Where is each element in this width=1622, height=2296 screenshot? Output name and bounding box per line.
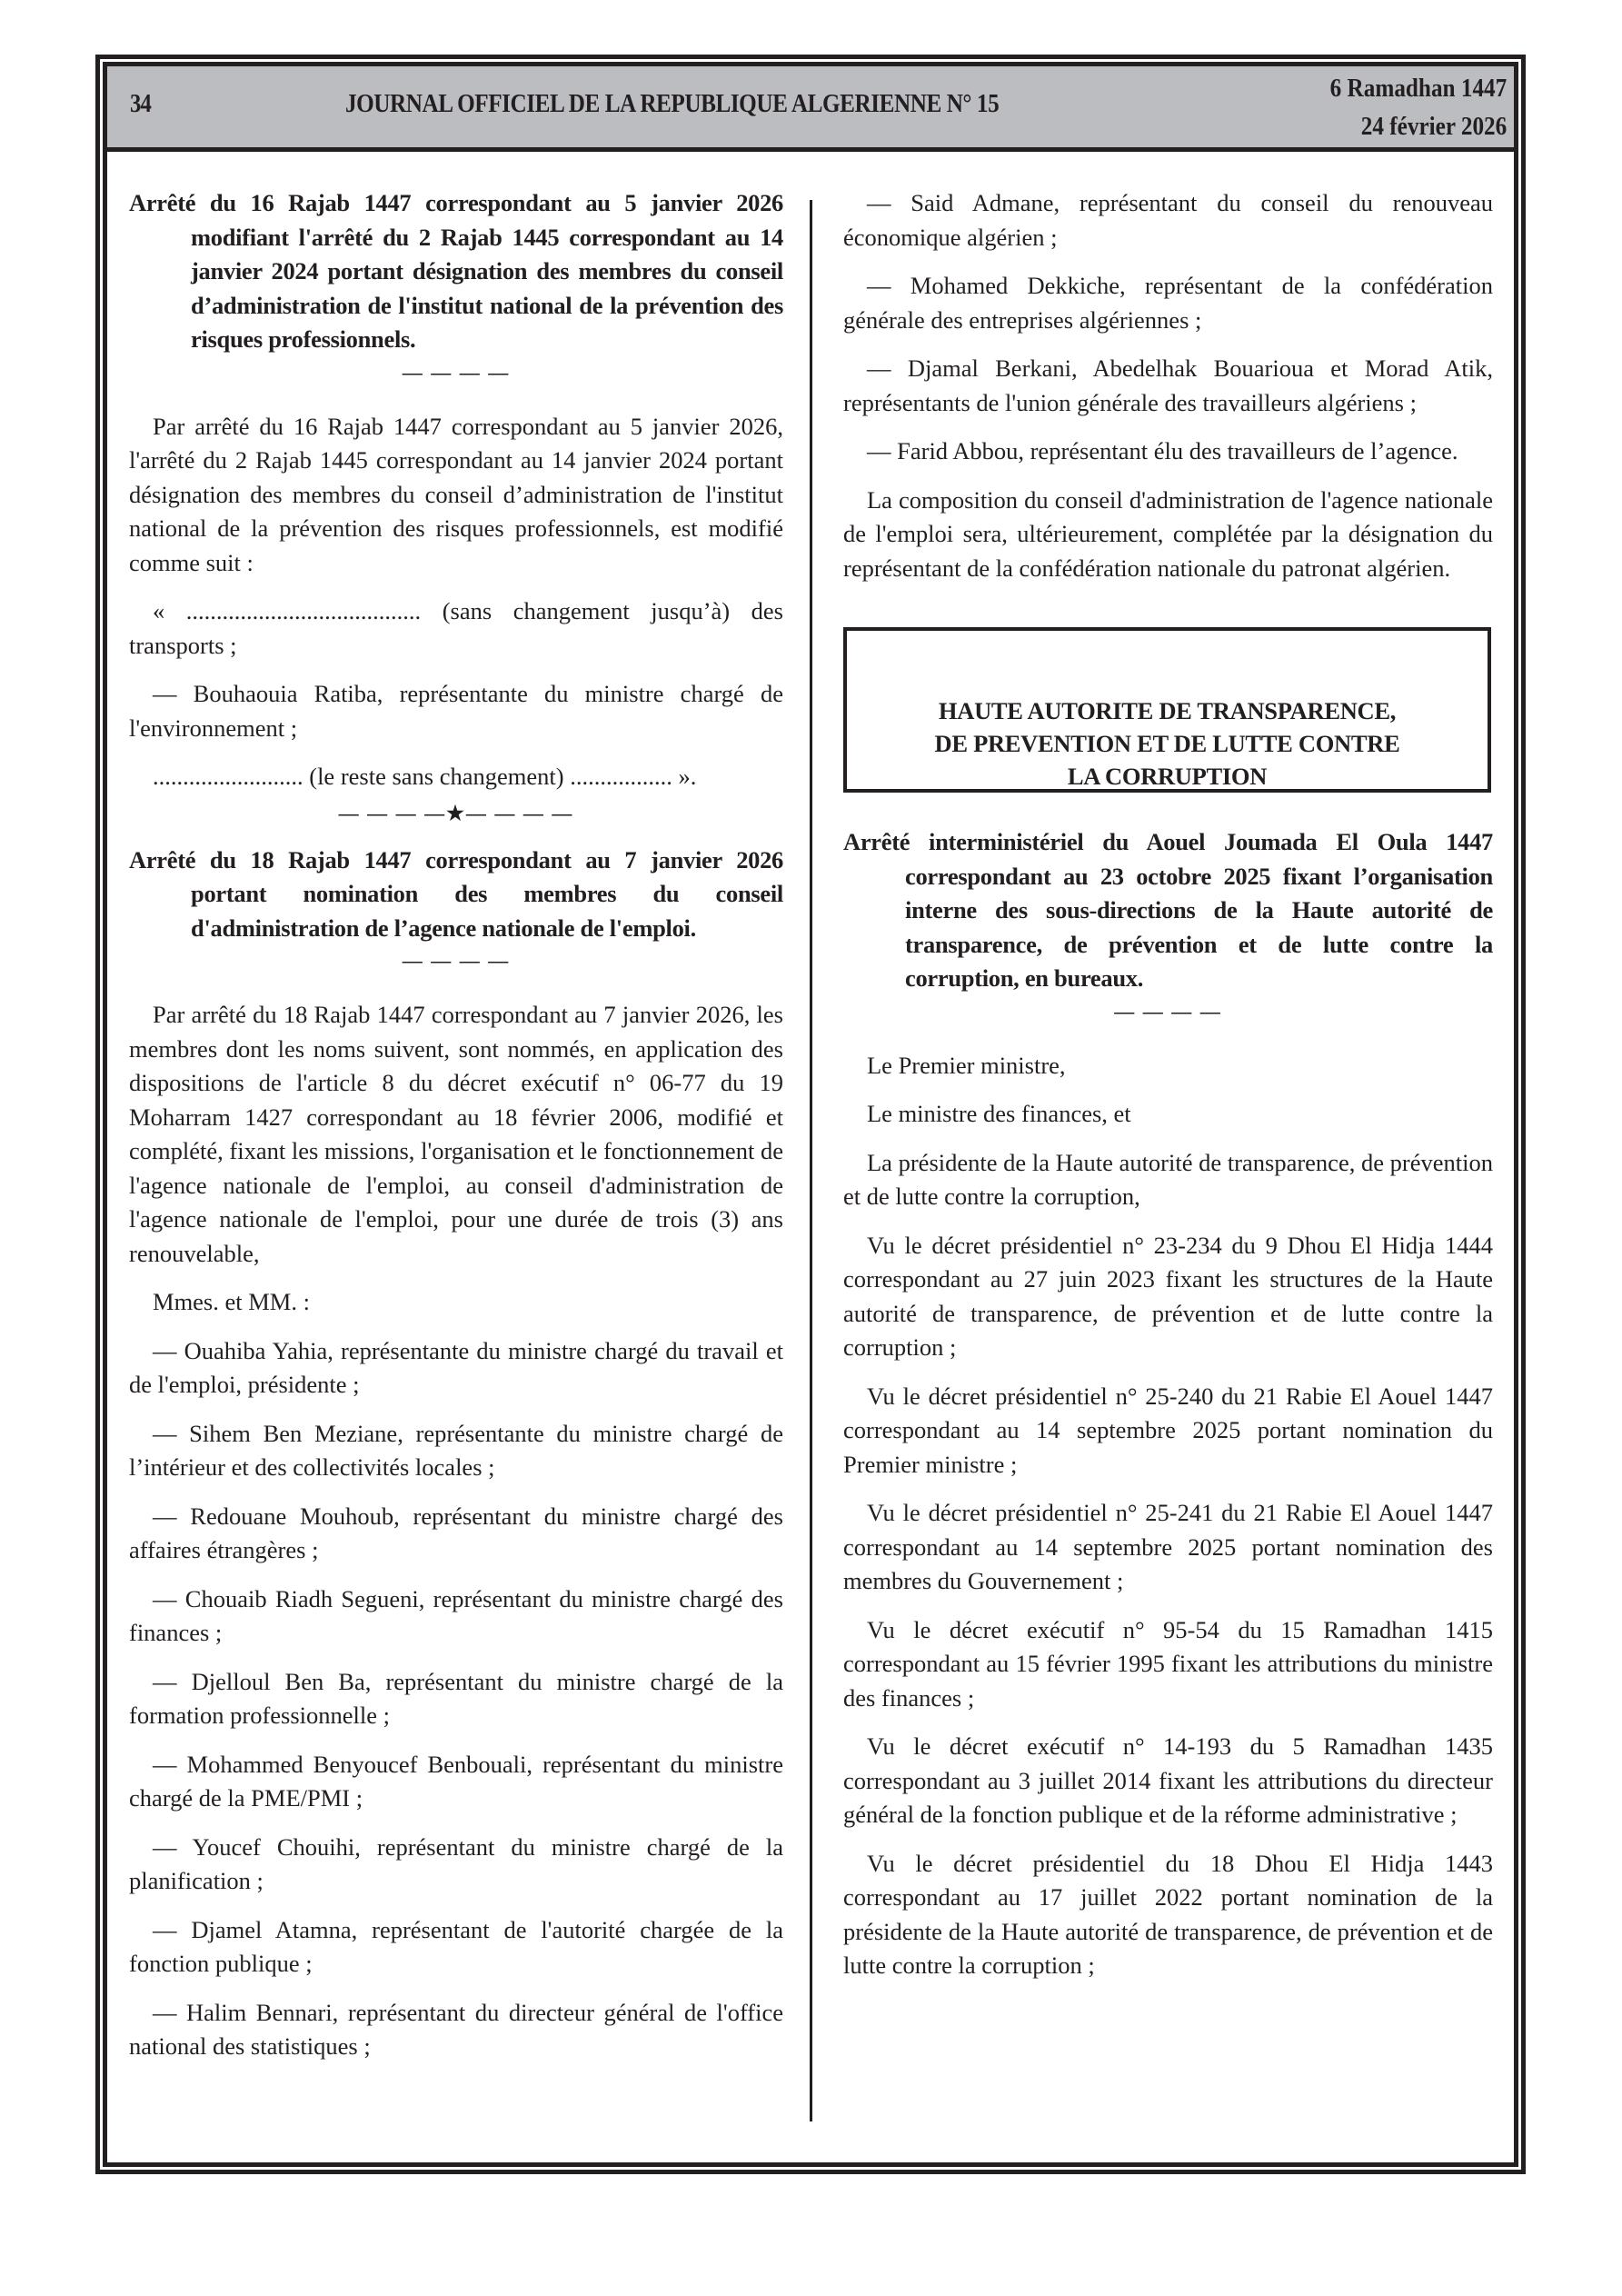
separator: — — — — [1114, 999, 1222, 1023]
decree-title: Arrêté du 18 Rajab 1447 correspondant au 7 janvier 2026 portant nomination des membres du conseil d'administration de l’agence nationale de l'emploi. [129, 845, 783, 942]
authority-heading-line: DE PREVENTION ET DE LUTTE CONTRE [934, 730, 1400, 757]
decree-intro: Par arrêté du 18 Rajab 1447 correspondant au 7 janvier 2026, les membres dont les noms suivent, sont nommés, en application des dispositions de l'article 8 du décret exécutif n° 06-77 du 19 Moharram 1427 correspondant au 18 février 2006, modifié et complété, fixant les missions, l'organisation et le fonctionnement de l'agence nationale de l'emploi, au conseil d'administration de l'agence nationale de l'emploi, pour une durée de trois (3) ans renouvelable, [129, 1001, 783, 1267]
closing-paragraph: La composition du conseil d'administration de l'agence nationale de l'emploi sera, ultérieurement, complétée par la désignation du représentant de la confédération nationale du patronat algérien. [843, 485, 1493, 582]
issue-date [1329, 70, 1507, 146]
journal-title: JOURNAL OFFICIEL DE LA REPUBLIQUE ALGERIENNE N° 15 [345, 90, 1000, 118]
decree-title: Arrêté interministériel du Aouel Joumada El Oula 1447 correspondant au 23 octobre 2025 fixant l’organisation interne des sous-directions de la Haute autorité de transparence, de prévention et de lutte contre la corruption, en bureaux. [843, 828, 1493, 992]
salutation: Mmes. et MM. : [153, 1288, 310, 1315]
members-continued [843, 186, 1493, 585]
visa-item: Vu le décret présidentiel n° 25-240 du 21 Rabie El Aouel 1447 correspondant au 14 septembre 2025 portant nomination du Premier ministre ; [843, 1382, 1493, 1478]
page-number: 34 [130, 90, 151, 118]
decree-paragraph: Par arrêté du 16 Rajab 1447 correspondant au 5 janvier 2026, l'arrêté du 2 Rajab 1445 correspondant au 14 janvier 2024 portant désignation des membres du conseil d’administration de l'institut national de la prévention des risques professionnels, est modifié comme suit : [129, 412, 783, 576]
visa-item: Vu le décret présidentiel n° 25-241 du 21 Rabie El Aouel 1447 correspondant au 14 septembre 2025 portant nomination des membres du Gouvernement ; [843, 1499, 1493, 1594]
date-hijri: 6 Ramadhan 1447 [1329, 75, 1507, 103]
decree-section-1 [129, 186, 783, 827]
member-item: — Djelloul Ben Ba, représentant du ministre chargé de la formation professionnelle ; [129, 1667, 783, 1729]
member-item: — Said Admane, représentant du conseil du renouveau économique algérien ; [843, 189, 1493, 251]
authority-heading-line: HAUTE AUTORITE DE TRANSPARENCE, [938, 697, 1397, 724]
journal-header [107, 66, 1514, 152]
member-item: — Djamal Berkani, Abedelhak Bouarioua et Morad Atik, représentants de l'union générale des travailleurs algériens ; [843, 354, 1493, 416]
left-column [129, 186, 783, 2079]
decree-paragraph: — Bouhaouia Ratiba, représentante du ministre chargé de l'environnement ; [129, 680, 783, 742]
member-item: — Redouane Mouhoub, représentant du ministre chargé des affaires étrangères ; [129, 1502, 783, 1563]
decree-title: Arrêté du 16 Rajab 1447 correspondant au 5 janvier 2026 modifiant l'arrêté du 2 Rajab 1445 correspondant au 14 janvier 2024 portant désignation des membres du conseil d’administration de l'institut national de la prévention des risques professionnels. [129, 189, 783, 353]
signatory: Le Premier ministre, [867, 1051, 1066, 1079]
visa-item: Vu le décret présidentiel du 18 Dhou El Hidja 1443 correspondant au 17 juillet 2022 portant nomination de la présidente de la Haute autorité de transparence, de prévention et de lutte contre la corruption ; [843, 1849, 1493, 1979]
member-item: — Farid Abbou, représentant élu des travailleurs de l’agence. [867, 437, 1458, 464]
decree-section-3 [843, 825, 1493, 1983]
decree-paragraph: « ....................................... (sans changement jusqu’à) des transports ; [129, 597, 783, 659]
member-item: — Sihem Ben Meziane, représentante du ministre chargé de l’intérieur et des collectivités locales ; [129, 1419, 783, 1481]
member-item: — Mohamed Dekkiche, représentant de la confédération générale des entreprises algériennes ; [843, 272, 1493, 334]
date-gregorian: 24 février 2026 [1360, 113, 1507, 141]
column-divider [810, 200, 812, 2121]
visa-item: Vu le décret exécutif n° 95-54 du 15 Ramadhan 1415 correspondant au 15 février 1995 fixant les attributions du ministre des finances ; [843, 1615, 1493, 1712]
member-item: — Chouaib Riadh Segueni, représentant du ministre chargé des finances ; [129, 1584, 783, 1646]
separator: — — — — [402, 360, 511, 384]
authority-heading-line: LA CORRUPTION [1067, 763, 1268, 790]
member-item: — Djamel Atamna, représentant de l'autorité chargée de la fonction publique ; [129, 1915, 783, 1977]
decree-paragraph: ......................... (le reste sans changement) ................. ». [153, 763, 697, 790]
authority-heading-box [843, 627, 1491, 793]
member-item: — Ouahiba Yahia, représentante du ministre chargé du travail et de l'emploi, présidente ; [129, 1336, 783, 1398]
member-item: — Mohammed Benyoucef Benbouali, représentant du ministre chargé de la PME/PMI ; [129, 1750, 783, 1812]
signatory: Le ministre des finances, et [867, 1100, 1131, 1127]
member-item: — Halim Bennari, représentant du directeur général de l'office national des statistiques ; [129, 1998, 783, 2060]
member-item: — Youcef Chouihi, représentant du ministre chargé de la planification ; [129, 1832, 783, 1894]
visa-item: Vu le décret présidentiel n° 23-234 du 9 Dhou El Hidja 1444 correspondant au 27 juin 2023 fixant les structures de la Haute autorité de transparence, de prévention et de lutte contre la corruption ; [843, 1231, 1493, 1361]
decree-section-2 [129, 844, 783, 2064]
right-column [843, 186, 1493, 1998]
visa-item: Vu le décret exécutif n° 14-193 du 5 Ramadhan 1435 correspondant au 3 juillet 2014 fixant les attributions du directeur général de la fonction publique et de la réforme administrative ; [843, 1732, 1493, 1828]
signatory: La présidente de la Haute autorité de transparence, de prévention et de lutte contre la corruption, [843, 1148, 1493, 1210]
separator: — — — — [402, 949, 511, 972]
star-separator: — — — —★— — — — [338, 801, 574, 824]
